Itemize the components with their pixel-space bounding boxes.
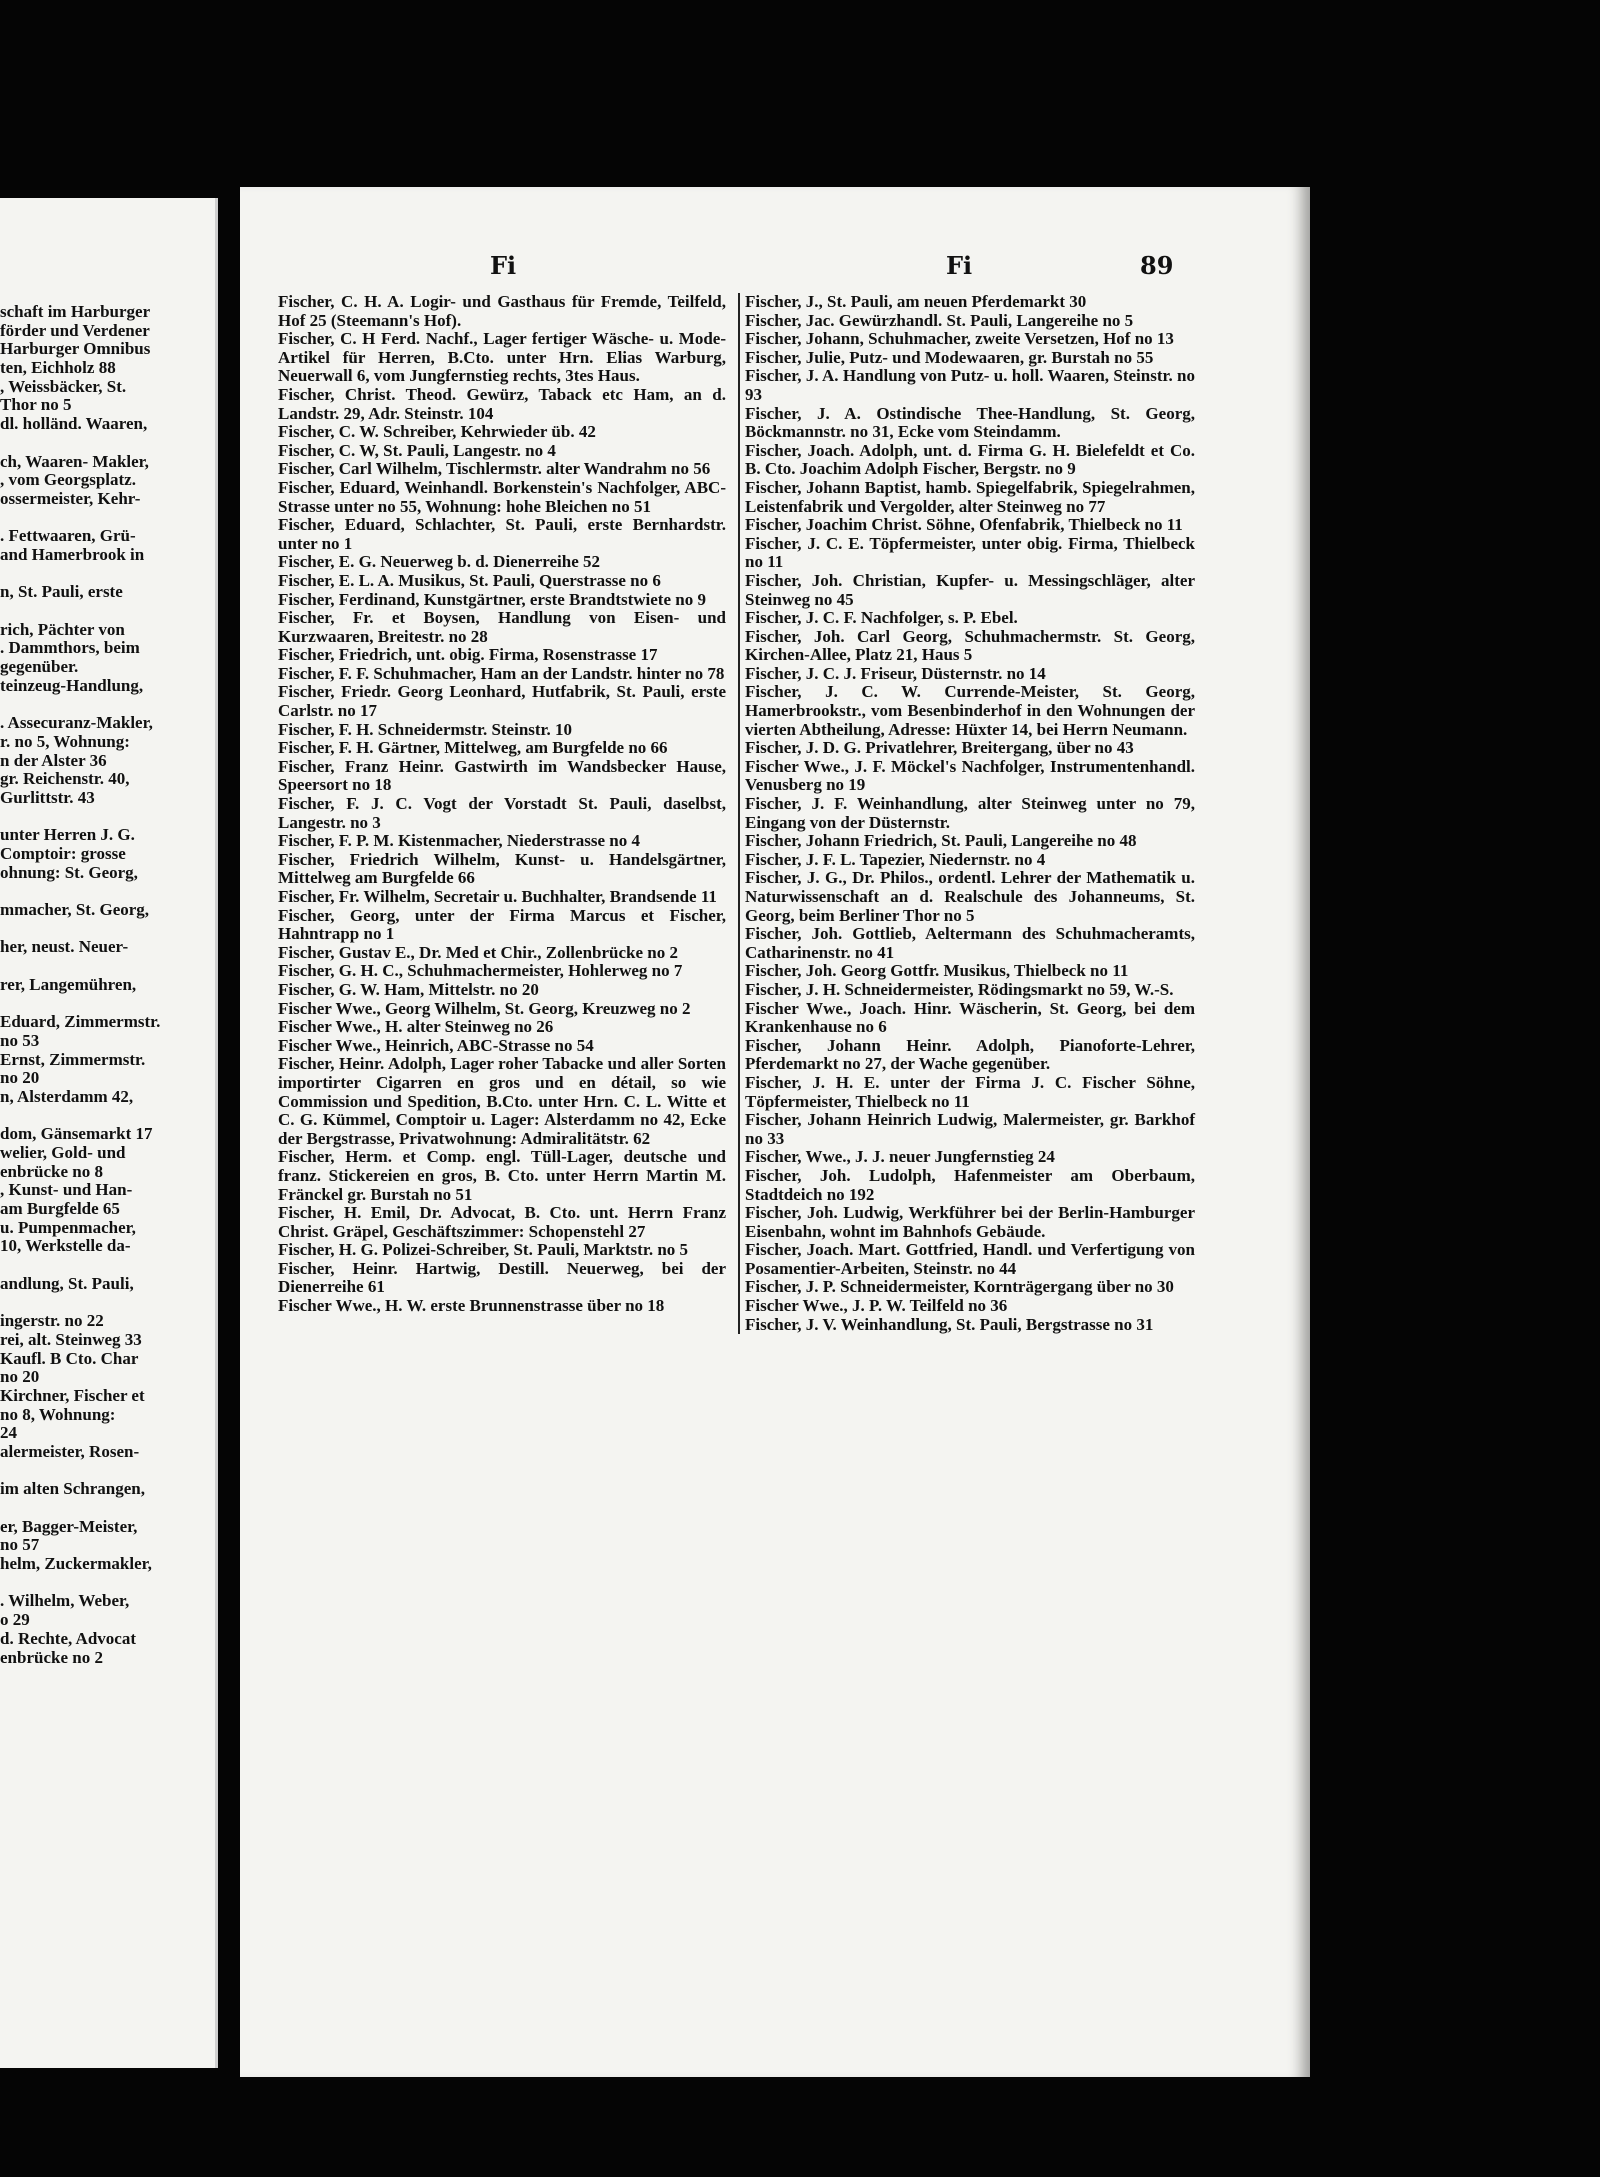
directory-entry: Fischer, Joh. Ludolph, Hafenmeister am Oberbaum, Stadtdeich no 192	[745, 1165, 1195, 1204]
directory-entry: Fischer, Fr. et Boysen, Handlung von Eisen- und Kurzwaaren, Breitestr. no 28	[278, 608, 726, 646]
directory-column-right	[738, 293, 1195, 1334]
directory-entry: Fischer, Joach. Adolph, unt. d. Firma G. H. Bielefeldt et Co. B. Cto. Joachim Adolph Fischer, Bergstr. no 9	[745, 440, 1195, 479]
directory-entry: Fischer, J., St. Pauli, am neuen Pferdemarkt 30	[745, 292, 1087, 311]
fragment-line	[0, 434, 212, 453]
fragment-line: no 8, Wohnung:	[0, 1405, 116, 1424]
directory-entry: Fischer, F. P. M. Kistenmacher, Niederstrasse no 4	[278, 831, 641, 851]
fragment-line: dl. holländ. Waaren,	[0, 415, 148, 434]
fragment-line: and Hamerbrook in	[0, 545, 145, 564]
directory-entry: Fischer, J. F. Weinhandlung, alter Steinweg unter no 79, Eingang von der Düsternstr.	[745, 794, 1195, 832]
directory-entry: Fischer, Johann Heinr. Adolph, Pianoforte-Lehrer, Pferdemarkt no 27, der Wache gegenüber.	[745, 1035, 1195, 1074]
fragment-line	[0, 920, 212, 939]
directory-entry: Fischer, J. A. Handlung von Putz- u. holl. Waaren, Steinstr. no 93	[745, 366, 1195, 404]
fragment-line	[0, 1293, 212, 1312]
fragment-line: gr. Reichenstr. 40,	[0, 770, 130, 789]
fragment-line: andlung, St. Pauli,	[0, 1274, 134, 1293]
fragment-line: Eduard, Zimmermstr.	[0, 1013, 161, 1032]
fragment-line	[0, 695, 212, 714]
directory-entry: Fischer Wwe., Heinrich, ABC-Strasse no 54	[278, 1035, 594, 1055]
fragment-line: helm, Zuckermakler,	[0, 1555, 152, 1574]
directory-entry: Fischer, F. H. Schneidermstr. Steinstr. 10	[278, 719, 573, 739]
fragment-line: o 29	[0, 1611, 30, 1630]
directory-entry: Fischer, J. H. Schneidermeister, Rödingsmarkt no 59, W.-S.	[745, 979, 1174, 999]
directory-entry: Fischer, J. F. L. Tapezier, Niedernstr. no 4	[745, 849, 1046, 869]
directory-entry: Fischer, Joachim Christ. Söhne, Ofenfabrik, Thielbeck no 11	[745, 515, 1183, 535]
directory-entry: Fischer, Christ. Theod. Gewürz, Taback etc Ham, an d. Landstr. 29, Adr. Steinstr. 104	[278, 384, 726, 423]
fragment-line: ten, Eichholz 88	[0, 359, 116, 378]
directory-entry: Fischer Wwe., H. W. erste Brunnenstrasse über no 18	[278, 1296, 665, 1316]
directory-entry: Fischer, J. H. E. unter der Firma J. C. Fischer Söhne, Töpfermeister, Thielbeck no 11	[745, 1072, 1195, 1111]
directory-entry: Fischer, C. W, St. Pauli, Langestr. no 4	[278, 440, 556, 460]
fragment-line: Kirchner, Fischer et	[0, 1386, 145, 1405]
fragment-line: er, Bagger-Meister,	[0, 1517, 138, 1536]
fragment-line: gegenüber.	[0, 658, 79, 677]
fragment-line	[0, 1107, 212, 1126]
directory-entry: Fischer, J. G., Dr. Philos., ordentl. Lehrer der Mathematik u. Naturwissenschaft an d. Realschule des Johanneums, St. Georg, beim Berliner Thor no 5	[745, 868, 1195, 925]
fragment-line: rei, alt. Steinweg 33	[0, 1330, 142, 1349]
fragment-line	[0, 1574, 212, 1593]
fragment-line: welier, Gold- und	[0, 1143, 126, 1162]
directory-entry: Fischer, Joach. Mart. Gottfried, Handl. und Verfertigung von Posamentier-Arbeiten, Steinstr. no 44	[745, 1240, 1195, 1278]
directory-entry: Fischer, Ferdinand, Kunstgärtner, erste Brandtstwiete no 9	[278, 589, 706, 609]
directory-entry: Fischer, J. C. J. Friseur, Düsternstr. no 14	[745, 663, 1046, 683]
directory-entry: Fischer, Joh. Georg Gottfr. Musikus, Thielbeck no 11	[745, 961, 1129, 981]
left-page-fragment	[0, 198, 218, 2068]
fragment-line	[0, 1499, 212, 1518]
directory-entry: Fischer, C. W. Schreiber, Kehrwieder üb. 42	[278, 422, 596, 442]
directory-entry: Fischer, Joh. Gottlieb, Aeltermann des Schuhmacheramts, Catharinenstr. no 41	[745, 924, 1195, 962]
directory-entry: Fischer, Julie, Putz- und Modewaaren, gr. Burstah no 55	[745, 347, 1154, 367]
running-head-left: Fi	[490, 251, 517, 280]
directory-entry: Fischer, G. W. Ham, Mittelstr. no 20	[278, 979, 539, 999]
directory-page	[240, 187, 1310, 2077]
directory-entry: Fischer, Carl Wilhelm, Tischlermstr. alter Wandrahm no 56	[278, 459, 711, 479]
directory-entry: Fischer, Gustav E., Dr. Med et Chir., Zollenbrücke no 2	[278, 942, 678, 962]
fragment-line: d. Rechte, Advocat	[0, 1629, 136, 1648]
running-head-right: Fi	[946, 251, 973, 280]
directory-entry: Fischer, Herm. et Comp. engl. Tüll-Lager, deutsche und franz. Stickereien en gros, B. Cto. unter Herrn Martin M. Fränckel gr. Burstah no 51	[278, 1147, 726, 1204]
fragment-line: no 53	[0, 1031, 40, 1050]
directory-entry: Fischer, J. C. E. Töpfermeister, unter obig. Firma, Thielbeck no 11	[745, 533, 1195, 572]
fragment-line: . Fettwaaren, Grü-	[0, 527, 136, 546]
fragment-line: ossermeister, Kehr-	[0, 489, 141, 508]
directory-entry: Fischer, J. V. Weinhandlung, St. Pauli, Bergstrasse no 31	[745, 1314, 1154, 1334]
page-number: 89	[1140, 251, 1174, 280]
fragment-line: . Wilhelm, Weber,	[0, 1592, 130, 1611]
fragment-line: rer, Langemühren,	[0, 975, 137, 994]
directory-entry: Fischer, E. L. A. Musikus, St. Pauli, Querstrasse no 6	[278, 570, 661, 590]
fragment-line: schaft im Harburger	[0, 303, 151, 321]
directory-entry: Fischer, F. J. C. Vogt der Vorstadt St. Pauli, daselbst, Langestr. no 3	[278, 794, 726, 832]
directory-entry: Fischer, Eduard, Weinhandl. Borkenstein's Nachfolger, ABC-Strasse unter no 55, Wohnung: hohe Bleichen no 51	[278, 477, 726, 516]
fragment-line: rich, Pächter von	[0, 620, 125, 639]
directory-entry: Fischer, Heinr. Adolph, Lager roher Tabacke und aller Sorten importirter Cigarren en gros und en détail, so wie Commission und Spedition, B.Cto. unter Hrn. C. L. Witte et C. G. Kümmel, Comptoir u. Lager: Alsterdamm no 42, Ecke der Bergstrasse, Privatwohnung: Admiralitätstr. 62	[278, 1054, 726, 1148]
fragment-line	[0, 509, 212, 528]
fragment-line: 24	[0, 1424, 17, 1443]
fragment-line: im alten Schrangen,	[0, 1480, 145, 1499]
directory-entry: Fischer, Friedr. Georg Leonhard, Hutfabrik, St. Pauli, erste Carlstr. no 17	[278, 682, 726, 721]
fragment-line	[0, 808, 212, 827]
fragment-line: dom, Gänsemarkt 17	[0, 1125, 153, 1144]
fragment-line: . Assecuranz-Makler,	[0, 714, 153, 733]
directory-entry: Fischer, Fr. Wilhelm, Secretair u. Buchhalter, Brandsende 11	[278, 887, 717, 906]
directory-entry: Fischer Wwe., Joach. Hinr. Wäscherin, St. Georg, bei dem Krankenhause no 6	[745, 998, 1195, 1037]
fragment-line	[0, 1462, 212, 1481]
directory-entry: Fischer, J. A. Ostindische Thee-Handlung, St. Georg, Böckmannstr. no 31, Ecke vom Steindamm.	[745, 403, 1195, 442]
fragment-line: Comptoir: grosse	[0, 844, 126, 863]
fragment-line: ch, Waaren- Makler,	[0, 452, 149, 471]
directory-entry: Fischer, Joh. Carl Georg, Schuhmachermstr. St. Georg, Kirchen-Allee, Platz 21, Haus 5	[745, 626, 1195, 665]
fragment-line: am Burgfelde 65	[0, 1200, 120, 1218]
fragment-line: Ernst, Zimmermstr.	[0, 1050, 146, 1069]
fragment-line: , Kunst- und Han-	[0, 1181, 133, 1200]
directory-entry: Fischer, Johann, Schuhmacher, zweite Versetzen, Hof no 13	[745, 329, 1174, 349]
fragment-line: Harburger Omnibus	[0, 340, 151, 359]
fragment-line: , vom Georgsplatz.	[0, 471, 136, 490]
fragment-line: förder und Verdener	[0, 321, 150, 340]
fragment-line: enbrücke no 8	[0, 1162, 103, 1181]
fragment-line	[0, 957, 212, 976]
fragment-line: , Weissbäcker, St.	[0, 377, 127, 396]
directory-entry: Fischer, Friedrich Wilhelm, Kunst- u. Handelsgärtner, Mittelweg am Burgfelde 66	[278, 849, 726, 888]
directory-entry: Fischer, J. C. F. Nachfolger, s. P. Ebel.	[745, 608, 1018, 628]
fragment-line: ingerstr. no 22	[0, 1312, 104, 1331]
fragment-line: n, Alsterdamm 42,	[0, 1087, 134, 1106]
fragment-line: no 20	[0, 1368, 40, 1387]
directory-entry: Fischer, Georg, unter der Firma Marcus et Fischer, Hahntrapp no 1	[278, 905, 726, 944]
directory-entry: Fischer, F. H. Gärtner, Mittelweg, am Burgfelde no 66	[278, 738, 668, 758]
directory-entry: Fischer, F. F. Schuhmacher, Ham an der Landstr. hinter no 78	[278, 663, 725, 683]
directory-entry: Fischer, Joh. Ludwig, Werkführer bei der Berlin-Hamburger Eisenbahn, wohnt im Bahnhofs Gebäude.	[745, 1203, 1195, 1241]
directory-entry: Fischer, Johann Friedrich, St. Pauli, Langereihe no 48	[745, 831, 1137, 851]
directory-entry: Fischer, Johann Heinrich Ludwig, Malermeister, gr. Barkhof no 33	[745, 1110, 1195, 1148]
directory-entry: Fischer, Johann Baptist, hamb. Spiegelfabrik, Spiegelrahmen, Leistenfabrik und Vergolder, alter Steinweg no 77	[745, 477, 1195, 516]
fragment-line: no 20	[0, 1069, 40, 1088]
fragment-line: unter Herren J. G.	[0, 826, 135, 845]
fragment-line	[0, 565, 212, 584]
fragment-line	[0, 602, 212, 621]
directory-entry: Fischer Wwe., Georg Wilhelm, St. Georg, Kreuzweg no 2	[278, 998, 691, 1018]
fragment-line: u. Pumpenmacher,	[0, 1218, 136, 1237]
directory-entry: Fischer, G. H. C., Schuhmachermeister, Hohlerweg no 7	[278, 961, 683, 981]
fragment-line: . Dammthors, beim	[0, 639, 140, 658]
fragment-line: enbrücke no 2	[0, 1648, 103, 1667]
directory-entry: Fischer, Franz Heinr. Gastwirth im Wandsbecker Hause, Speersort no 18	[278, 756, 726, 795]
directory-entry: Fischer, Joh. Christian, Kupfer- u. Messingschläger, alter Steinweg no 45	[745, 570, 1195, 609]
directory-entry: Fischer, Friedrich, unt. obig. Firma, Rosenstrasse 17	[278, 645, 658, 665]
fragment-line: ohnung: St. Georg,	[0, 863, 138, 882]
fragment-line: no 57	[0, 1536, 40, 1555]
directory-entry: Fischer, J. C. W. Currende-Meister, St. Georg, Hamerbrookstr., vom Besenbinderhof in den Wohnungen der vierten Abtheilung, Adresse: Hüxter 14, bei Herrn Neumann.	[745, 682, 1195, 739]
fragment-line: 10, Werkstelle da-	[0, 1237, 131, 1256]
directory-entry: Fischer, Eduard, Schlachter, St. Pauli, erste Bernhardstr. unter no 1	[278, 515, 726, 553]
directory-entry: Fischer, C. H. A. Logir- und Gasthaus für Fremde, Teilfeld, Hof 25 (Steemann's Hof).	[278, 292, 726, 330]
fragment-line: teinzeug-Handlung,	[0, 676, 144, 695]
directory-entry: Fischer Wwe., H. alter Steinweg no 26	[278, 1017, 554, 1037]
fragment-line: n, St. Pauli, erste	[0, 583, 123, 602]
fragment-line: mmacher, St. Georg,	[0, 901, 150, 919]
directory-entry: Fischer, J. P. Schneidermeister, Kornträgergang über no 30	[745, 1277, 1174, 1297]
directory-entry: Fischer, C. H Ferd. Nachf., Lager fertiger Wäsche- u. Mode-Artikel für Herren, B.Cto. unter Hrn. Elias Warburg, Neuerwall 6, vom Jungfernstieg rechts, 3tes Haus.	[278, 329, 726, 386]
fragment-line: Kaufl. B Cto. Char	[0, 1349, 139, 1368]
directory-entry: Fischer Wwe., J. P. W. Teilfeld no 36	[745, 1296, 1008, 1316]
fragment-line	[0, 994, 212, 1013]
directory-entry: Fischer, J. D. G. Privatlehrer, Breitergang, über no 43	[745, 738, 1134, 758]
directory-entry: Fischer, E. G. Neuerweg b. d. Dienerreihe 52	[278, 552, 601, 572]
fragment-line: Thor no 5	[0, 396, 72, 415]
fragment-line	[0, 882, 212, 901]
left-page-text	[0, 303, 212, 1667]
directory-column-left	[278, 293, 726, 1316]
directory-entry: Fischer Wwe., J. F. Möckel's Nachfolger, Instrumentenhandl. Venusberg no 19	[745, 756, 1195, 795]
directory-entry: Fischer, Wwe., J. J. neuer Jungfernstieg 24	[745, 1147, 1055, 1167]
fragment-line: r. no 5, Wohnung:	[0, 732, 130, 751]
fragment-line	[0, 1256, 212, 1275]
fragment-line: her, neust. Neuer-	[0, 938, 129, 957]
directory-entry: Fischer, Heinr. Hartwig, Destill. Neuerweg, bei der Dienerreihe 61	[278, 1258, 726, 1297]
fragment-line: n der Alster 36	[0, 751, 107, 770]
directory-entry: Fischer, Jac. Gewürzhandl. St. Pauli, Langereihe no 5	[745, 310, 1134, 330]
fragment-line: Gurlittstr. 43	[0, 788, 95, 807]
directory-entry: Fischer, H. Emil, Dr. Advocat, B. Cto. unt. Herrn Franz Christ. Gräpel, Geschäftszimmer: Schopenstehl 27	[278, 1203, 726, 1241]
directory-entry: Fischer, H. G. Polizei-Schreiber, St. Pauli, Marktstr. no 5	[278, 1240, 689, 1260]
fragment-line: alermeister, Rosen-	[0, 1442, 140, 1461]
